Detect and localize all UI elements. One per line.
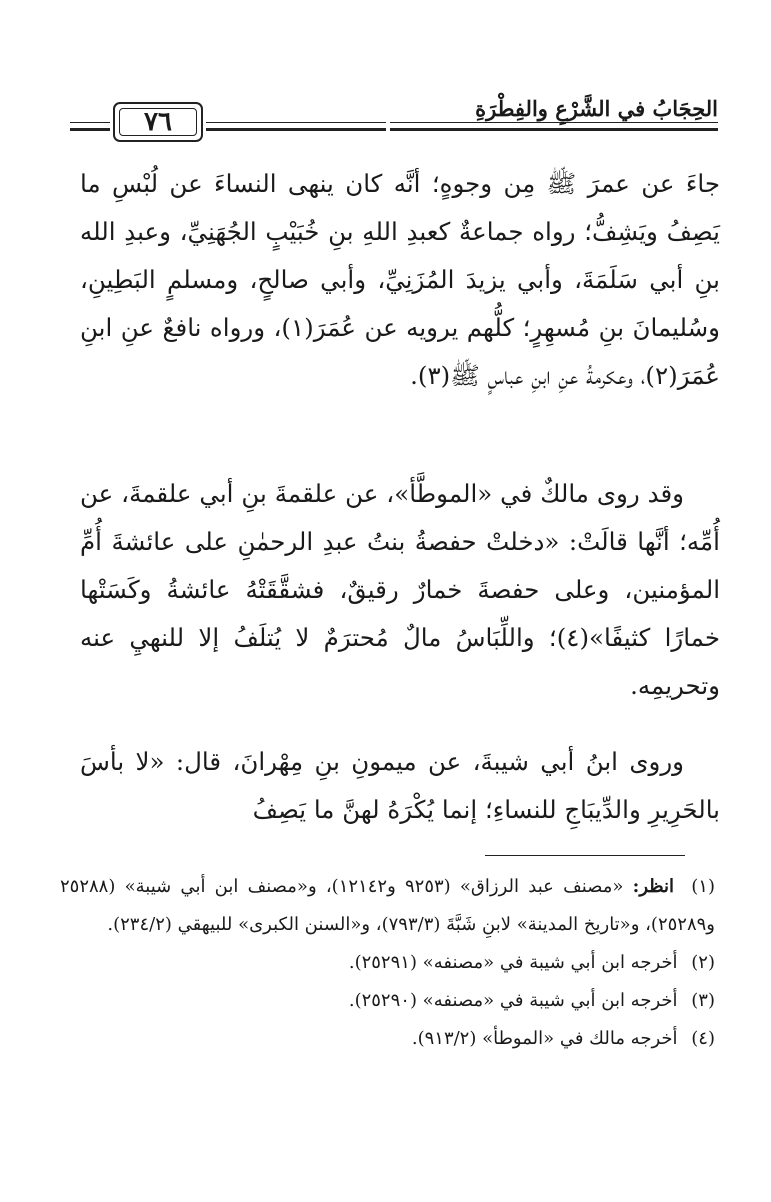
footnote-3 bbox=[60, 982, 715, 1020]
header-rule bbox=[390, 122, 718, 123]
footnote-number: (٤) bbox=[691, 1028, 715, 1049]
page-number: ٧٦ bbox=[144, 107, 172, 137]
footnote-text: أخرجه ابن أبي شيبة في «مصنفه» (٢٥٢٩١). bbox=[348, 952, 678, 973]
header-rule bbox=[70, 122, 110, 123]
footnote-text: أخرجه مالك في «الموطأ» (٩١٣/٢). bbox=[411, 1028, 678, 1049]
footnote-2 bbox=[60, 944, 715, 982]
header-rule bbox=[206, 122, 386, 123]
body-paragraph-2: وقد روى مالكٌ في «الموطَّأ»، عن علقمةَ بنِ أبي علقمةَ، عن أُمِّه؛ أنَّها قالَتْ: «دخلتْ حفصةُ بنتُ عبدِ الرحمٰنِ على عائشةَ أُمِّ المؤمنين، وعلى حفصةَ خمارٌ رقيقٌ، فشقَّقَتْهُ عائشةُ وكَسَتْها خمارًا كثيفًا»(٤)؛ واللِّبَاسُ مالٌ مُحترَمٌ لا يُتلَفُ إلا للنهيِ عنه وتحريمِه. bbox=[80, 479, 720, 700]
footnote-4 bbox=[60, 1020, 715, 1058]
book-title: الحِجَابُ في الشَّرْعِ والفِطْرَةِ bbox=[475, 96, 718, 121]
header-rule bbox=[390, 128, 718, 131]
page-number-frame bbox=[113, 102, 203, 142]
footnote-number: (٢) bbox=[691, 952, 715, 973]
body-paragraph-3: وروى ابنُ أبي شيبةَ، عن ميمونِ بنِ مِهْرانَ، قال: «لا بأسَ بالحَرِيرِ والدِّيبَاجِ للنساءِ؛ إنما يُكْرَهُ لهنَّ ما يَصِفُ bbox=[80, 747, 720, 824]
footnote-text: أخرجه ابن أبي شيبة في «مصنفه» (٢٥٢٩٠). bbox=[348, 990, 678, 1011]
footnote-number: (٣) bbox=[691, 990, 715, 1011]
header-rule bbox=[206, 128, 386, 131]
footnote-lead: انظر: bbox=[632, 876, 675, 897]
footnotes bbox=[60, 868, 715, 1058]
footnote-separator bbox=[485, 855, 685, 856]
header-rule bbox=[70, 128, 110, 131]
footnote-text: «مصنف عبد الرزاق» (٩٢٥٣ و١٢١٤٢)، و«مصنف ابن أبي شيبة» (٢٥٢٨٨ و٢٥٢٨٩)، و«تاريخ المدينة» لابنِ شَبَّةَ (٧٩٣/٣)، و«السنن الكبرى» للبيهقي (٢٣٤/٢). bbox=[60, 876, 715, 935]
body-paragraph-1: جاءَ عن عمرَ ﷺ مِن وجوهٍ؛ أنَّه كان ينهى النساءَ عن لُبْسِ ما يَصِفُ ويَشِفُّ؛ رواه جماعةٌ كعبدِ اللهِ بنِ خُبَيْبٍ الجُهَنِيِّ، وعبدِ الله بنِ أبي سَلَمَةَ، وأبي يزيدَ المُزَنِيِّ، وأبي صالحٍ، ومسلمٍ البَطِينِ، وسُليمانَ بنِ مُسهِرٍ؛ كلُّهم يرويه عن عُمَرَ(١)، ورواه نافعٌ عنِ ابنِ عُمَرَ(٢)، وعكرمةُ عنِ ابنِ عباسٍ ﷺ(٣). bbox=[80, 169, 720, 390]
page-header bbox=[70, 88, 718, 148]
footnote-number: (١) bbox=[691, 876, 715, 897]
footnote-1 bbox=[60, 868, 715, 944]
